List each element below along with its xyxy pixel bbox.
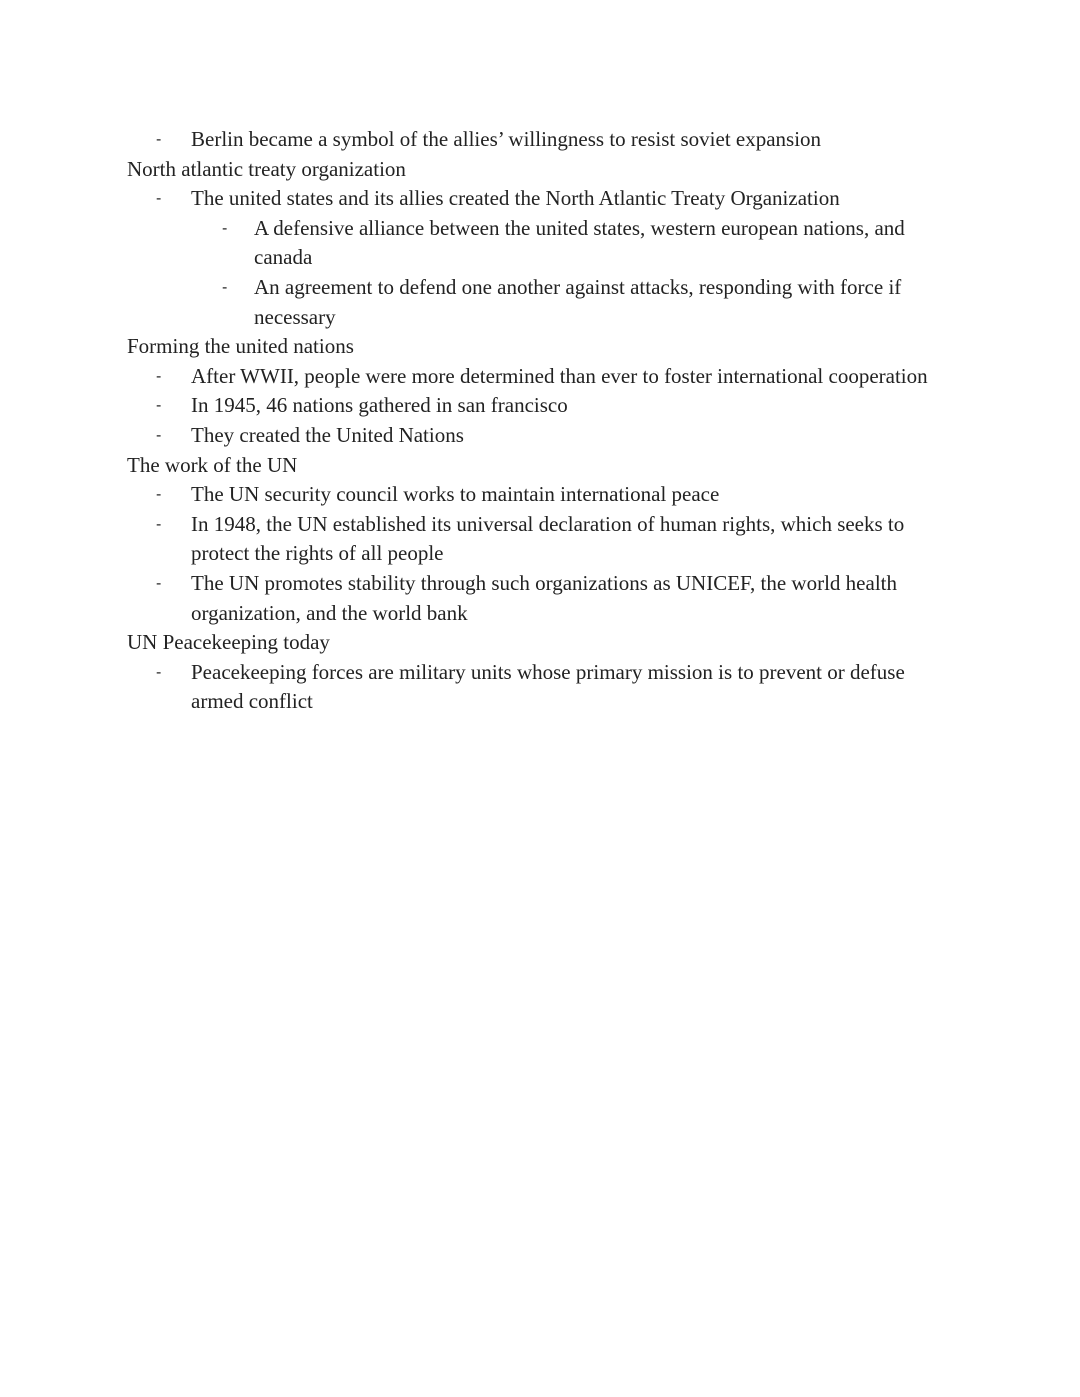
list-item bbox=[127, 421, 951, 451]
dash-bullet-icon: - bbox=[156, 397, 162, 415]
notes-content bbox=[127, 125, 957, 717]
berlin-bullet-list bbox=[127, 125, 957, 155]
list-item-text: In 1948, the UN established its universal declaration of human rights, which seeks to protect the rights of all people bbox=[191, 511, 905, 566]
list-item-text: They created the United Nations bbox=[191, 422, 464, 447]
list-item bbox=[127, 569, 951, 628]
list-item-text: After WWII, people were more determined than ever to foster international cooperation bbox=[191, 363, 928, 388]
list-item-text: The united states and its allies created the North Atlantic Treaty Organization bbox=[191, 186, 840, 211]
forming-un-bullet-list bbox=[127, 362, 957, 451]
dash-bullet-icon: - bbox=[156, 190, 162, 208]
list-item-text: The UN security council works to maintain international peace bbox=[191, 482, 720, 507]
peacekeeping-bullet-list bbox=[127, 658, 957, 717]
list-item-text: Berlin became a symbol of the allies’ willingness to resist soviet expansion bbox=[191, 127, 822, 151]
list-item bbox=[127, 658, 951, 717]
sub-list-item bbox=[127, 273, 944, 332]
section-heading-peacekeeping: UN Peacekeeping today bbox=[127, 630, 330, 655]
section-heading-nato: North atlantic treaty organization bbox=[127, 156, 406, 181]
list-item-text: The UN promotes stability through such organizations as UNICEF, the world health organization, and the world bank bbox=[191, 570, 897, 625]
list-item bbox=[127, 362, 951, 392]
list-item bbox=[127, 391, 951, 421]
list-item-text: Peacekeeping forces are military units whose primary mission is to prevent or defuse armed conflict bbox=[191, 659, 905, 714]
sub-list-item-text: A defensive alliance between the united states, western european nations, and canada bbox=[254, 215, 905, 270]
nato-bullet-list bbox=[127, 184, 957, 214]
nato-subbullet-list bbox=[127, 214, 957, 332]
dash-bullet-icon: - bbox=[156, 426, 162, 444]
list-item bbox=[127, 510, 951, 569]
dash-bullet-icon: - bbox=[156, 486, 162, 504]
dash-bullet-icon: - bbox=[156, 515, 162, 533]
list-item-text: In 1945, 46 nations gathered in san francisco bbox=[191, 393, 568, 418]
list-item bbox=[127, 184, 951, 214]
sub-list-item bbox=[127, 214, 944, 273]
list-item bbox=[127, 125, 951, 155]
sub-list-item-text: An agreement to defend one another against attacks, responding with force if necessary bbox=[254, 274, 902, 329]
dash-bullet-icon: - bbox=[156, 367, 162, 385]
dash-bullet-icon: - bbox=[156, 574, 162, 592]
dash-bullet-icon: - bbox=[222, 278, 228, 296]
dash-bullet-icon: - bbox=[156, 663, 162, 681]
work-of-un-bullet-list bbox=[127, 480, 957, 628]
list-item bbox=[127, 480, 951, 510]
dash-bullet-icon: - bbox=[222, 219, 228, 237]
section-heading-forming-un: Forming the united nations bbox=[127, 334, 354, 359]
dash-bullet-icon: - bbox=[156, 131, 162, 148]
section-heading-work-of-un: The work of the UN bbox=[127, 452, 298, 477]
